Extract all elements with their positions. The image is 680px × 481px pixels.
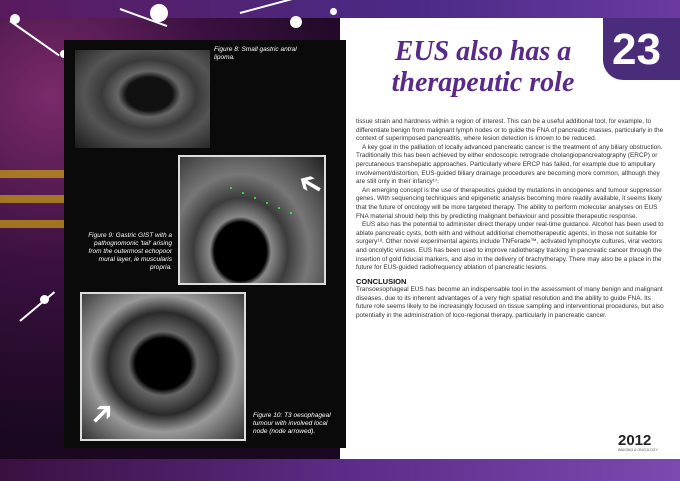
decor-bubble: [150, 4, 168, 22]
article-body: [356, 118, 666, 321]
decor-bubble: [40, 295, 49, 304]
logo-year: 2012: [618, 432, 652, 449]
ultrasound-image-gist: [178, 155, 330, 285]
arrow-icon: ➔: [290, 162, 330, 206]
ultrasound-image-lipoma: [75, 50, 210, 148]
paragraph: An emerging concept is the use of therapeutics guided by mutations in oncogenes and tumour suppressor genes. With sequencing techniques and epigenetic analysis becoming more readily available, it seems likely that the future of oncology will be more targeted therapy. The ability to perform molecular analyses on EUS FNA material should help this by predicting malignant behaviour and possible therapeutic response.: [356, 186, 662, 220]
background-top-band: [0, 0, 680, 18]
decor-bubble: [290, 16, 302, 28]
figure-10-caption: Figure 10: T3 oesophageal tumour with involved local node (node arrowed).: [253, 412, 331, 435]
decor-stripe: [0, 170, 70, 178]
background-bottom-band: [0, 459, 680, 481]
figure-9-caption: Figure 9: Gastric GIST with a pathognomonic 'tail' arising from the outermost echopoor mural layer, ie muscularis propria.: [88, 232, 172, 271]
needle-dot: [290, 212, 292, 214]
ultrasound-image-oesophageal-tumour: [80, 292, 246, 441]
decor-stripe: [0, 195, 70, 203]
needle-dot: [242, 192, 244, 194]
paragraph: A key goal in the palliation of locally advanced pancreatic cancer is the treatment of any biliary obstruction. Traditionally this has been achieved by either endoscopic retrograde cholangiopancreatography (ERCP) or percutaneous transhepatic approaches. Particularly where ERCP has failed, for example due to ampullary involvement/distortion, EUS-guided biliary drainage procedures are becoming more common, although they are still only in their infancy¹⁷.: [356, 143, 663, 186]
decor-stripe: [0, 220, 70, 228]
figure-8-caption: Figure 8: Small gastric antral lipoma.: [214, 46, 297, 61]
page-title: EUS also has a therapeutic role: [391, 36, 575, 98]
arrow-icon: ➔: [80, 392, 124, 435]
decor-bubble: [10, 14, 20, 24]
page-number: 23: [612, 25, 661, 74]
conclusion-paragraph: Transoesophageal EUS has become an indispensable tool in the assessment of many benign and malignant diseases, due to its inherent advantages of a very high spatial resolution and the ability to guide FNA. Its future role seems likely to be increasingly focused on tissue sampling and interventional procedures, but also potentially in the administration of loco-regional therapy, particularly in pancreatic cancer.: [356, 286, 664, 320]
conclusion-heading: CONCLUSION: [356, 276, 407, 286]
paragraph: tissue strain and hardness within a region of interest. This can be a useful additional tool, for example, to differentiate benign from malignant lymph nodes or to guide the FNA of pancreatic masses, particularly in the context of superimposed pancreatitis, where lesion detection is known to be reduced.: [356, 118, 664, 143]
decor-bubble: [330, 8, 337, 15]
needle-dot: [278, 207, 280, 209]
needle-dot: [230, 187, 232, 189]
logo-subtitle: IMAGING & ONCOLOGY: [618, 448, 658, 452]
needle-dot: [254, 197, 256, 199]
needle-dot: [266, 202, 268, 204]
paragraph: EUS also has the potential to administer direct therapy under real-time guidance. Alcohol has been used to ablate pancreatic cysts, both with and without additional chemotherapeutic agents, in those not suitable for surgery¹⁸. Other novel experimental agents include TNFerade™, activated lymphocyte cultures, viral vectors and oncolytic viruses. EUS has been used to improve radiotherapy tracking in pancreatic cancer through the insertion of gold fiducial markers, and also in the delivery of brachytherapy. There may also be a place in the future for EUS-guided radiofrequency ablation of pancreatic lesions.: [356, 221, 664, 272]
